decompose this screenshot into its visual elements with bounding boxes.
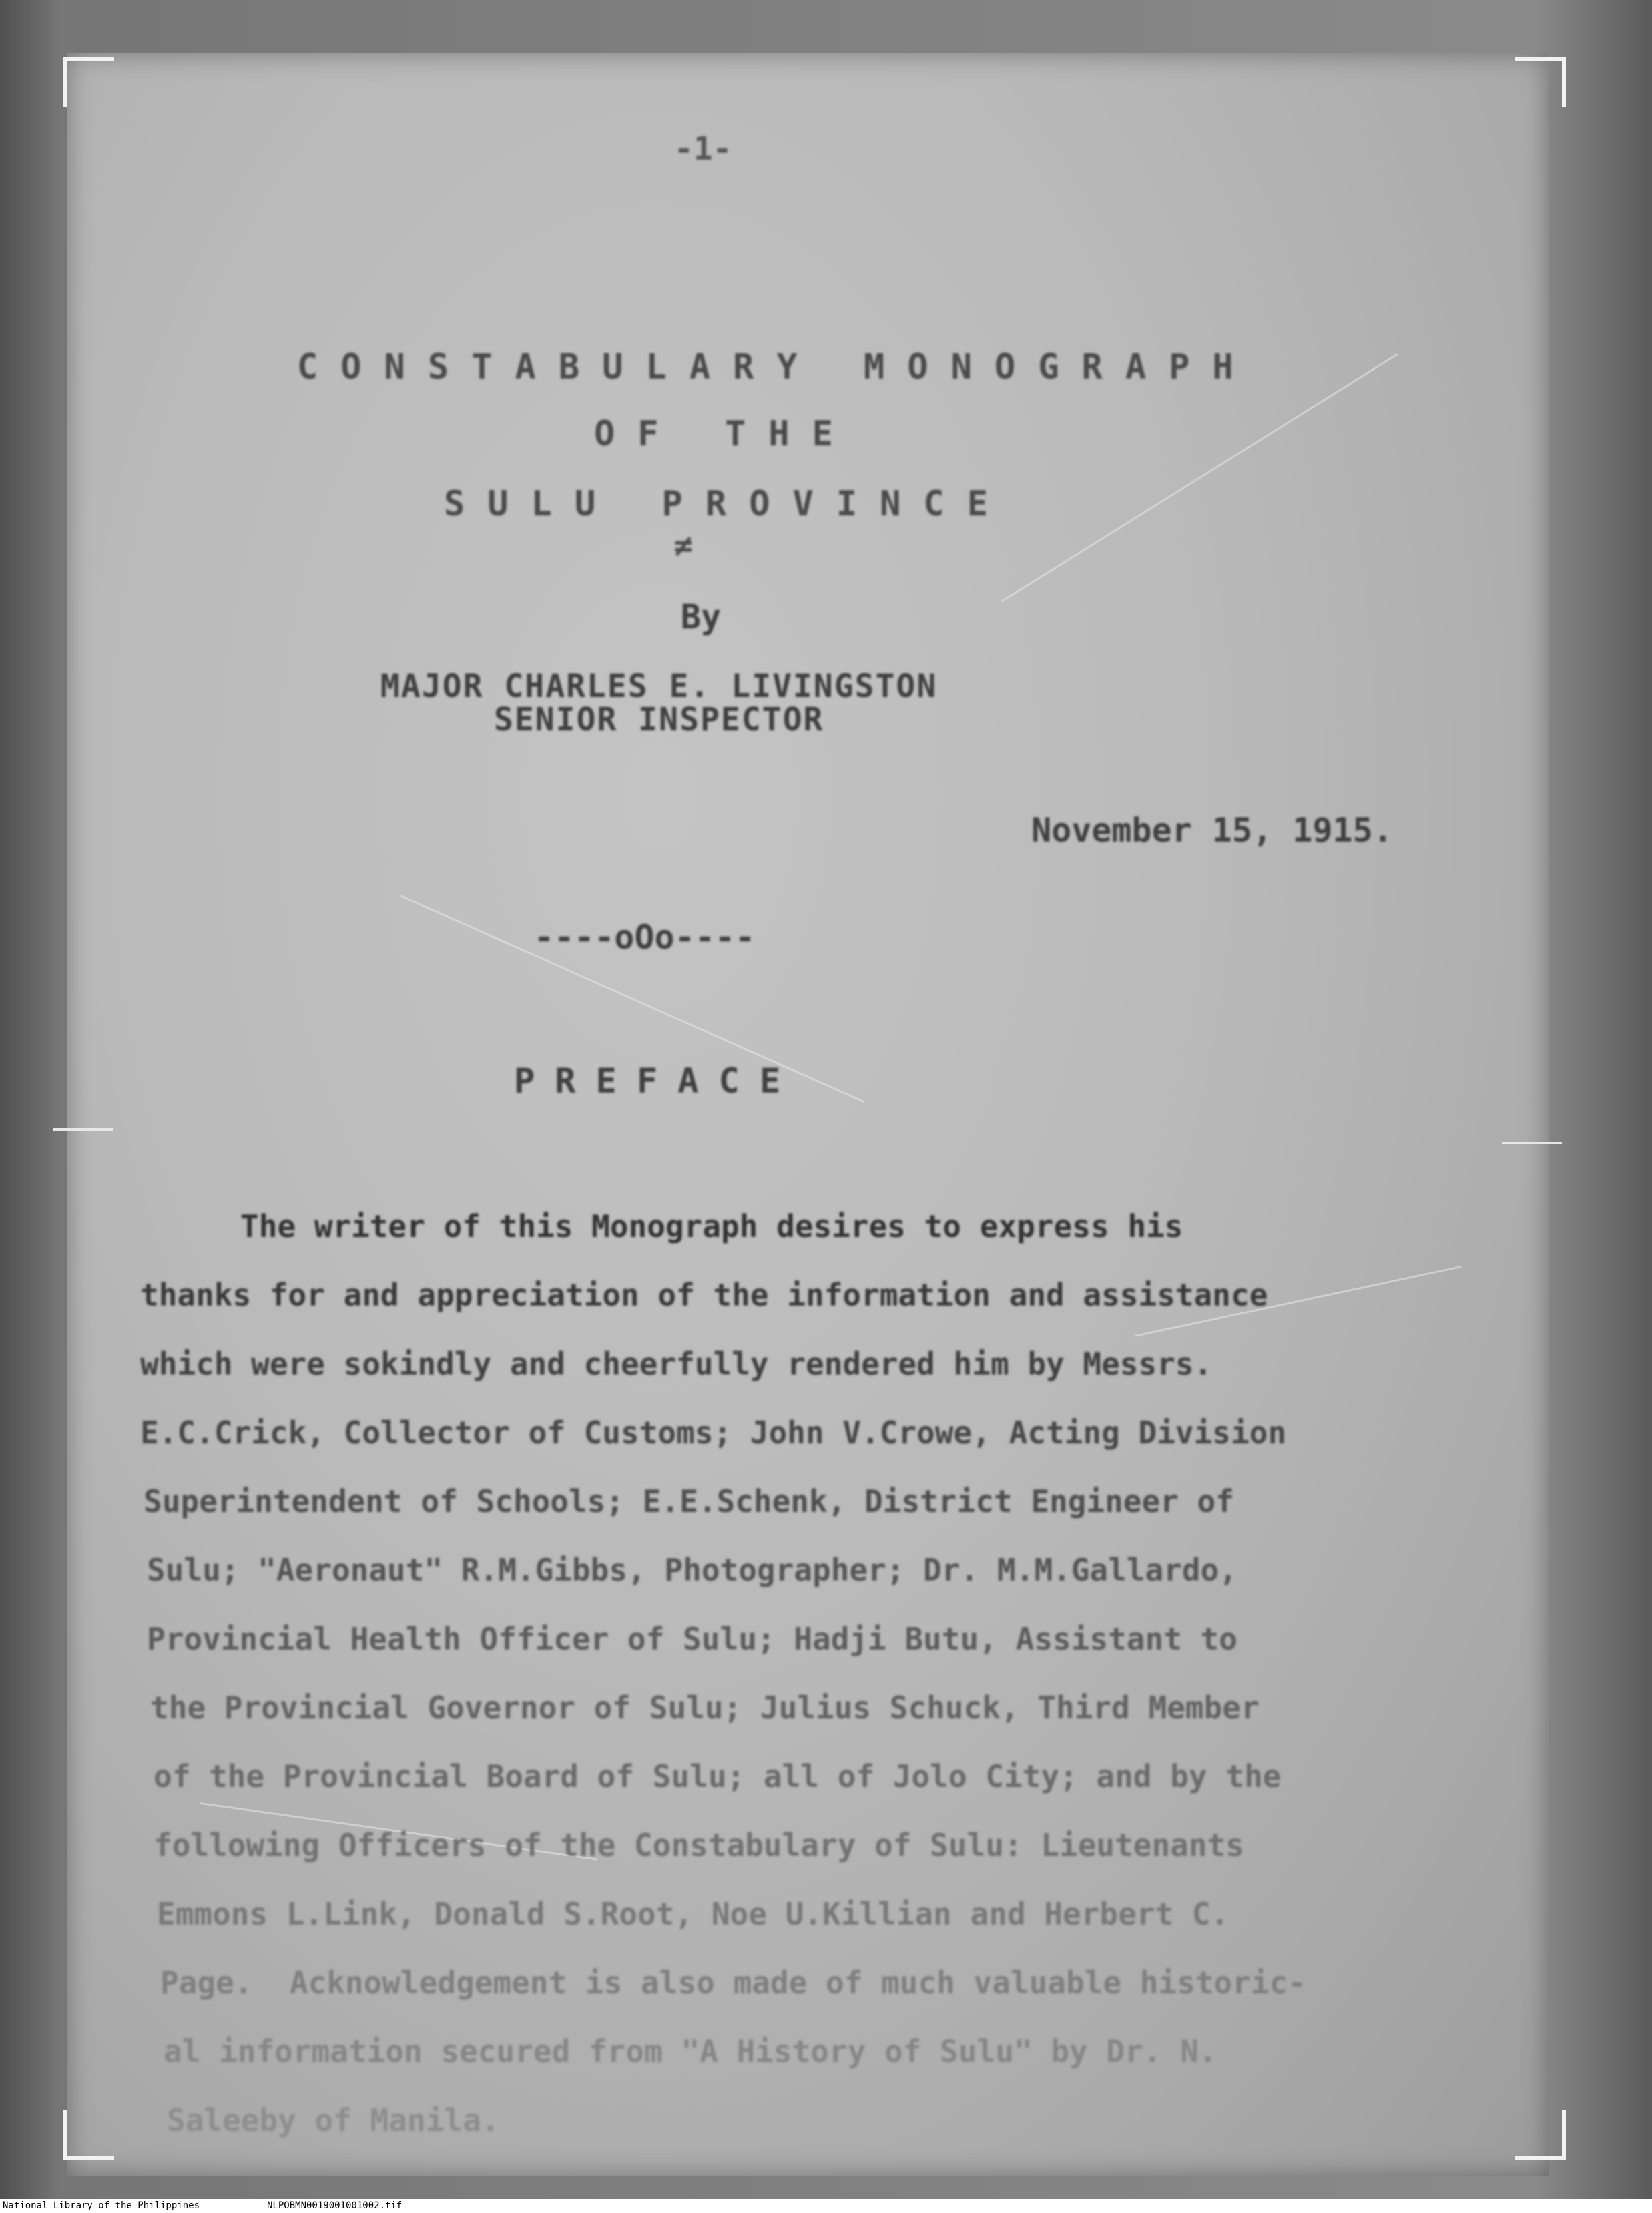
author-rank: SENIOR INSPECTOR xyxy=(494,701,824,738)
preface-line: which were sokindly and cheerfully rendered him by Messrs. xyxy=(140,1346,1213,1382)
handwritten-mark: ≠ xyxy=(674,527,693,563)
preface-line: Superintendent of Schools; E.E.Schenk, District Engineer of xyxy=(144,1483,1234,1519)
preface-line: Page. Acknowledgement is also made of much valuable historic- xyxy=(160,1965,1307,2001)
footer-filename: NLPOBMN0019001001002.tif xyxy=(267,2200,402,2211)
section-separator: ----oOo---- xyxy=(534,918,756,957)
preface-line: Saleeby of Manila. xyxy=(167,2102,500,2138)
title-line-2: OF THE xyxy=(594,414,856,454)
preface-line: Sulu; "Aeronaut" R.M.Gibbs, Photographer; Dr. M.M.Gallardo, xyxy=(147,1552,1237,1588)
footer-institution: National Library of the Philippines xyxy=(3,2200,200,2211)
preface-line: the Provincial Governor of Sulu; Julius Schuck, Third Member xyxy=(150,1690,1260,1726)
preface-line: E.C.Crick, Collector of Customs; John V.Crowe, Acting Division xyxy=(140,1415,1287,1451)
preface-line: Emmons L.Link, Donald S.Root, Noe U.Killian and Herbert C. xyxy=(157,1896,1229,1932)
preface-line: Provincial Health Officer of Sulu; Hadji Butu, Assistant to xyxy=(147,1621,1237,1657)
document-date: November 15, 1915. xyxy=(1031,811,1393,850)
preface-line: The writer of this Monograph desires to express his xyxy=(240,1208,1183,1244)
scan-footer xyxy=(0,2199,1652,2213)
preface-line: al information secured from "A History of Sulu" by Dr. N. xyxy=(164,2033,1217,2069)
preface-heading: PREFACE xyxy=(514,1061,801,1101)
preface-line: of the Provincial Board of Sulu; all of Jolo City; and by the xyxy=(154,1758,1282,1794)
preface-line: thanks for and appreciation of the information and assistance xyxy=(140,1277,1268,1313)
preface-line: following Officers of the Constabulary of Sulu: Lieutenants xyxy=(154,1827,1244,1863)
by-label: By xyxy=(681,597,722,636)
author-name: MAJOR CHARLES E. LIVINGSTON xyxy=(380,668,938,705)
title-line-1: CONSTABULARY MONOGRAPH xyxy=(297,347,1256,387)
page-number: -1- xyxy=(674,130,732,168)
title-line-3: SULU PROVINCE xyxy=(444,484,1011,524)
